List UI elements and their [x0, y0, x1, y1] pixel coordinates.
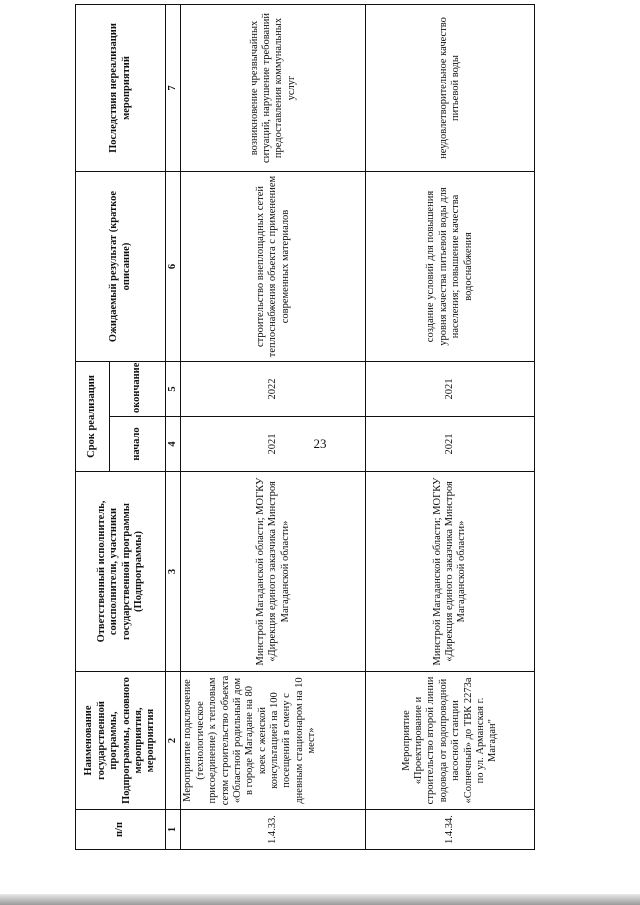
row-executor: Минстрой Магаданской области; МОГКУ «Дирекция единого заказчика Минстроя Магаданской области» — [181, 472, 366, 672]
row-start: 2021 — [366, 417, 535, 472]
column-number-cell: 3 — [166, 472, 181, 672]
row-name: Мероприятие «Проектирование и строительство второй линии водовода от водопроводной насосной станции «Солнечный» до ТВК 2273а по ул. Арманская г. Магадан" — [366, 672, 535, 810]
column-number-row — [166, 5, 181, 850]
column-number-cell: 4 — [166, 417, 181, 472]
table-row — [366, 5, 535, 850]
program-table — [75, 4, 535, 850]
header-result: Ожидаемый результат (краткое описание) — [76, 172, 166, 362]
header-name: Наименование государственной программы, Подпрограммы, основного мероприятия, мероприятия — [76, 672, 166, 810]
page-number: 23 — [313, 436, 327, 451]
row-name: Мероприятие подключение (технологическое присоединение) к тепловым сетям строительство объекта «Областной родильный дом в городе Магадане на 80 коек с женской консультацией на 100 посещений в смену с дневным стационаром на 10 мест» — [181, 672, 366, 810]
row-number: 1.4.34. — [366, 810, 535, 850]
scan-bottom-edge — [0, 894, 640, 905]
table-row — [181, 5, 366, 850]
row-start: 2021 — [181, 417, 366, 472]
header-row — [76, 5, 110, 850]
column-number-cell: 6 — [166, 172, 181, 362]
row-end: 2021 — [366, 362, 535, 417]
row-number: 1.4.33. — [181, 810, 366, 850]
header-executor: Ответственный исполнитель, соисполнители, участники государственной программы (Подпрограммы) — [76, 472, 166, 672]
row-executor: Минстрой Магаданской области; МОГКУ «Дирекция единого заказчика Минстроя Магаданской области» — [366, 472, 535, 672]
row-consequences: возникновение чрезвычайных ситуаций, нарушение требований предоставления коммунальных услуг — [181, 5, 366, 172]
rotated-table-wrapper — [75, 5, 535, 850]
header-start: начало — [110, 417, 166, 472]
column-number-cell: 7 — [166, 5, 181, 172]
row-consequences: неудовлетворительное качество питьевой воды — [366, 5, 535, 172]
row-end: 2022 — [181, 362, 366, 417]
header-term: Срок реализации — [76, 362, 110, 472]
column-number-cell: 1 — [166, 810, 181, 850]
column-number-cell: 2 — [166, 672, 181, 810]
header-num: п/п — [76, 810, 166, 850]
row-result: строительство внеплощадных сетей теплоснабжения объекта с применением современных материалов — [181, 172, 366, 362]
column-number-cell: 5 — [166, 362, 181, 417]
header-consequences: Последствия нереализации мероприятий — [76, 5, 166, 172]
header-end: окончание — [110, 362, 166, 417]
row-result: создание условий для повышения уровня качества питьевой воды для населения; повышение качества водоснабжения — [366, 172, 535, 362]
